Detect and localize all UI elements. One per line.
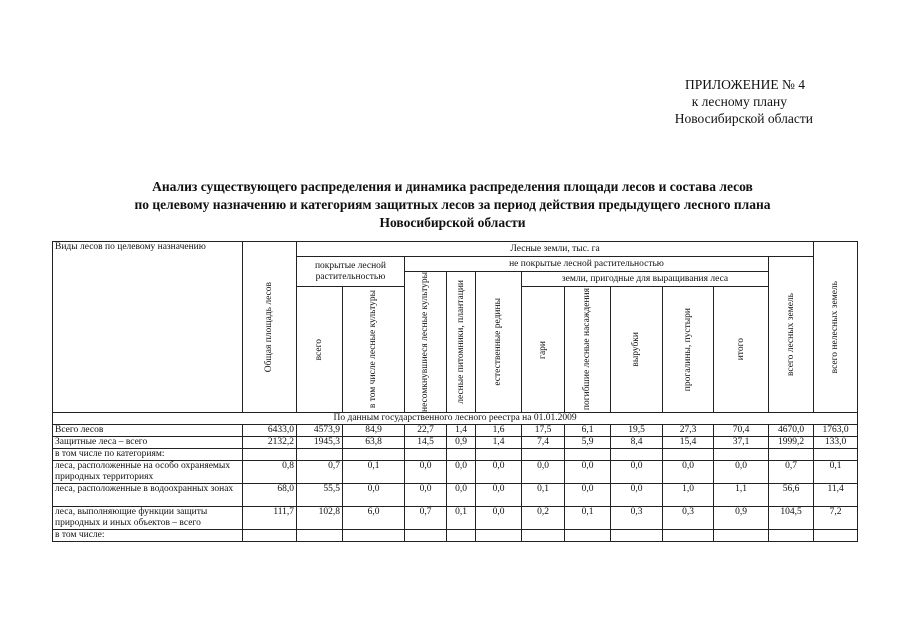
table-cell: 6,0 [343, 507, 405, 530]
header-clearcuts: вырубки [611, 287, 663, 413]
table-cell: 19,5 [611, 425, 663, 437]
row-label: леса, расположенные на особо охраняемых природных территориях [53, 461, 243, 484]
table-cell: 1,1 [714, 484, 769, 507]
header-not-covered: не покрытые лесной растительностью [405, 257, 769, 272]
table-cell: 0,0 [565, 461, 611, 484]
table-cell [714, 530, 769, 542]
table-cell: 1945,3 [297, 437, 343, 449]
table-cell: 0,0 [476, 461, 522, 484]
table-cell: 1763,0 [814, 425, 858, 437]
table-cell: 14,5 [405, 437, 447, 449]
table-cell: 7,2 [814, 507, 858, 530]
table-cell: 0,0 [476, 507, 522, 530]
table-cell: 0,0 [405, 461, 447, 484]
header-forest-lands: Лесные земли, тыс. га [297, 242, 814, 257]
table-cell: 6433,0 [243, 425, 297, 437]
table-cell [405, 530, 447, 542]
table-cell: 0,0 [447, 484, 476, 507]
table-cell: 0,7 [769, 461, 814, 484]
header-total-area: Общая площадь лесов [243, 242, 297, 413]
row-label: леса, расположенные в водоохранных зонах [53, 484, 243, 507]
table-cell: 104,5 [769, 507, 814, 530]
appendix-number: ПРИЛОЖЕНИЕ № 4 [684, 77, 805, 92]
table-cell [663, 449, 714, 461]
table-cell: 22,7 [405, 425, 447, 437]
table-cell [565, 449, 611, 461]
header-covered-total: всего [297, 287, 343, 413]
table-cell [522, 530, 565, 542]
table-cell: 0,0 [405, 484, 447, 507]
title-line-3: Новосибирской области [379, 215, 526, 230]
document-title [40, 178, 865, 232]
table-cell: 37,1 [714, 437, 769, 449]
table-cell: 0,9 [714, 507, 769, 530]
forest-distribution-table [52, 241, 858, 542]
table-cell [476, 530, 522, 542]
table-cell: 0,2 [522, 507, 565, 530]
table-cell: 0,3 [611, 507, 663, 530]
table-cell: 68,0 [243, 484, 297, 507]
table-cell: 4573,9 [297, 425, 343, 437]
table-cell: 84,9 [343, 425, 405, 437]
table-row [53, 461, 858, 484]
table-cell: 1999,2 [769, 437, 814, 449]
table-cell [522, 449, 565, 461]
header-glades: прогалины, пустыри [663, 287, 714, 413]
table-cell [447, 530, 476, 542]
table-cell: 0,0 [343, 484, 405, 507]
table-cell: 0,7 [405, 507, 447, 530]
table-row [53, 484, 858, 507]
table-cell: 0,0 [663, 461, 714, 484]
table-cell: 7,4 [522, 437, 565, 449]
header-dead-stands: погибшие лесные насаждения [565, 287, 611, 413]
table-cell: 0,1 [565, 507, 611, 530]
table-cell [814, 530, 858, 542]
table-row [53, 449, 858, 461]
row-label: Защитные леса – всего [53, 437, 243, 449]
header-incl-cultures: в том числе лесные культуры [343, 287, 405, 413]
table-cell: 0,3 [663, 507, 714, 530]
header-burns: гари [522, 287, 565, 413]
table-cell: 0,1 [522, 484, 565, 507]
table-cell [663, 530, 714, 542]
table-cell: 0,0 [447, 461, 476, 484]
table-cell: 1,0 [663, 484, 714, 507]
table-cell: 1,4 [476, 437, 522, 449]
row-label: Всего лесов [53, 425, 243, 437]
table-cell: 102,8 [297, 507, 343, 530]
table-cell [565, 530, 611, 542]
table-cell [611, 530, 663, 542]
table-cell [343, 530, 405, 542]
table-cell: 55,5 [297, 484, 343, 507]
table-cell: 11,4 [814, 484, 858, 507]
table-body [53, 425, 858, 542]
table-cell [243, 449, 297, 461]
table-cell: 111,7 [243, 507, 297, 530]
table-cell [243, 530, 297, 542]
table-cell [769, 530, 814, 542]
table-cell [814, 449, 858, 461]
appendix-subtitle: к лесному плану [691, 94, 787, 109]
appendix-header [513, 76, 813, 127]
row-label: в том числе по категориям: [53, 449, 243, 461]
table-cell: 8,4 [611, 437, 663, 449]
table-cell: 0,0 [476, 484, 522, 507]
header-subtotal: итого [714, 287, 769, 413]
table-cell: 0,1 [814, 461, 858, 484]
table-cell [476, 449, 522, 461]
table-cell [769, 449, 814, 461]
title-line-1: Анализ существующего распределения и динамика распределения площади лесов и состава лесов [152, 179, 753, 194]
table-cell: 63,8 [343, 437, 405, 449]
table-cell: 0,0 [522, 461, 565, 484]
table-cell: 133,0 [814, 437, 858, 449]
table-cell: 0,1 [343, 461, 405, 484]
table-cell: 56,6 [769, 484, 814, 507]
table-cell: 0,8 [243, 461, 297, 484]
table-row [53, 437, 858, 449]
row-label: леса, выполняющие функции защиты природных и иных объектов – всего [53, 507, 243, 530]
header-natural-openings: естественные редины [476, 272, 522, 413]
table-cell: 0,0 [714, 461, 769, 484]
table-cell: 15,4 [663, 437, 714, 449]
table-cell [447, 449, 476, 461]
table-cell: 4670,0 [769, 425, 814, 437]
table-cell: 27,3 [663, 425, 714, 437]
table-cell: 0,7 [297, 461, 343, 484]
header-total-forest-lands: всего лесных земель [769, 257, 814, 413]
row-label: в том числе: [53, 530, 243, 542]
header-suitable-lands: земли, пригодные для выращивания леса [522, 272, 769, 287]
header-forest-type: Виды лесов по целевому назначению [53, 242, 243, 413]
header-unclosed-cultures: несомкнувшиеся лесные культуры [405, 272, 447, 413]
table-cell [343, 449, 405, 461]
table-cell [297, 449, 343, 461]
table-cell: 2132,2 [243, 437, 297, 449]
table-cell: 1,4 [447, 425, 476, 437]
table-cell [611, 449, 663, 461]
table-row [53, 425, 858, 437]
table-cell: 17,5 [522, 425, 565, 437]
table-cell: 1,6 [476, 425, 522, 437]
source-note: По данным государственного лесного реестра на 01.01.2009 [53, 413, 858, 425]
table-cell: 0,0 [611, 484, 663, 507]
table-cell [405, 449, 447, 461]
header-nurseries: лесные питомники, плантации [447, 272, 476, 413]
title-line-2: по целевому назначению и категориям защитных лесов за период действия предыдущего лесного плана [134, 197, 771, 212]
header-covered: покрытые лесной растительностью [297, 257, 405, 287]
table-cell [297, 530, 343, 542]
table-cell: 5,9 [565, 437, 611, 449]
table-cell: 70,4 [714, 425, 769, 437]
table-cell: 0,0 [611, 461, 663, 484]
table-row [53, 507, 858, 530]
header-total-nonforest: всего нелесных земель [814, 242, 858, 413]
table-cell [714, 449, 769, 461]
appendix-region: Новосибирской области [674, 111, 813, 126]
table-cell: 0,1 [447, 507, 476, 530]
table-row [53, 530, 858, 542]
table-cell: 0,0 [565, 484, 611, 507]
table-cell: 6,1 [565, 425, 611, 437]
table-cell: 0,9 [447, 437, 476, 449]
